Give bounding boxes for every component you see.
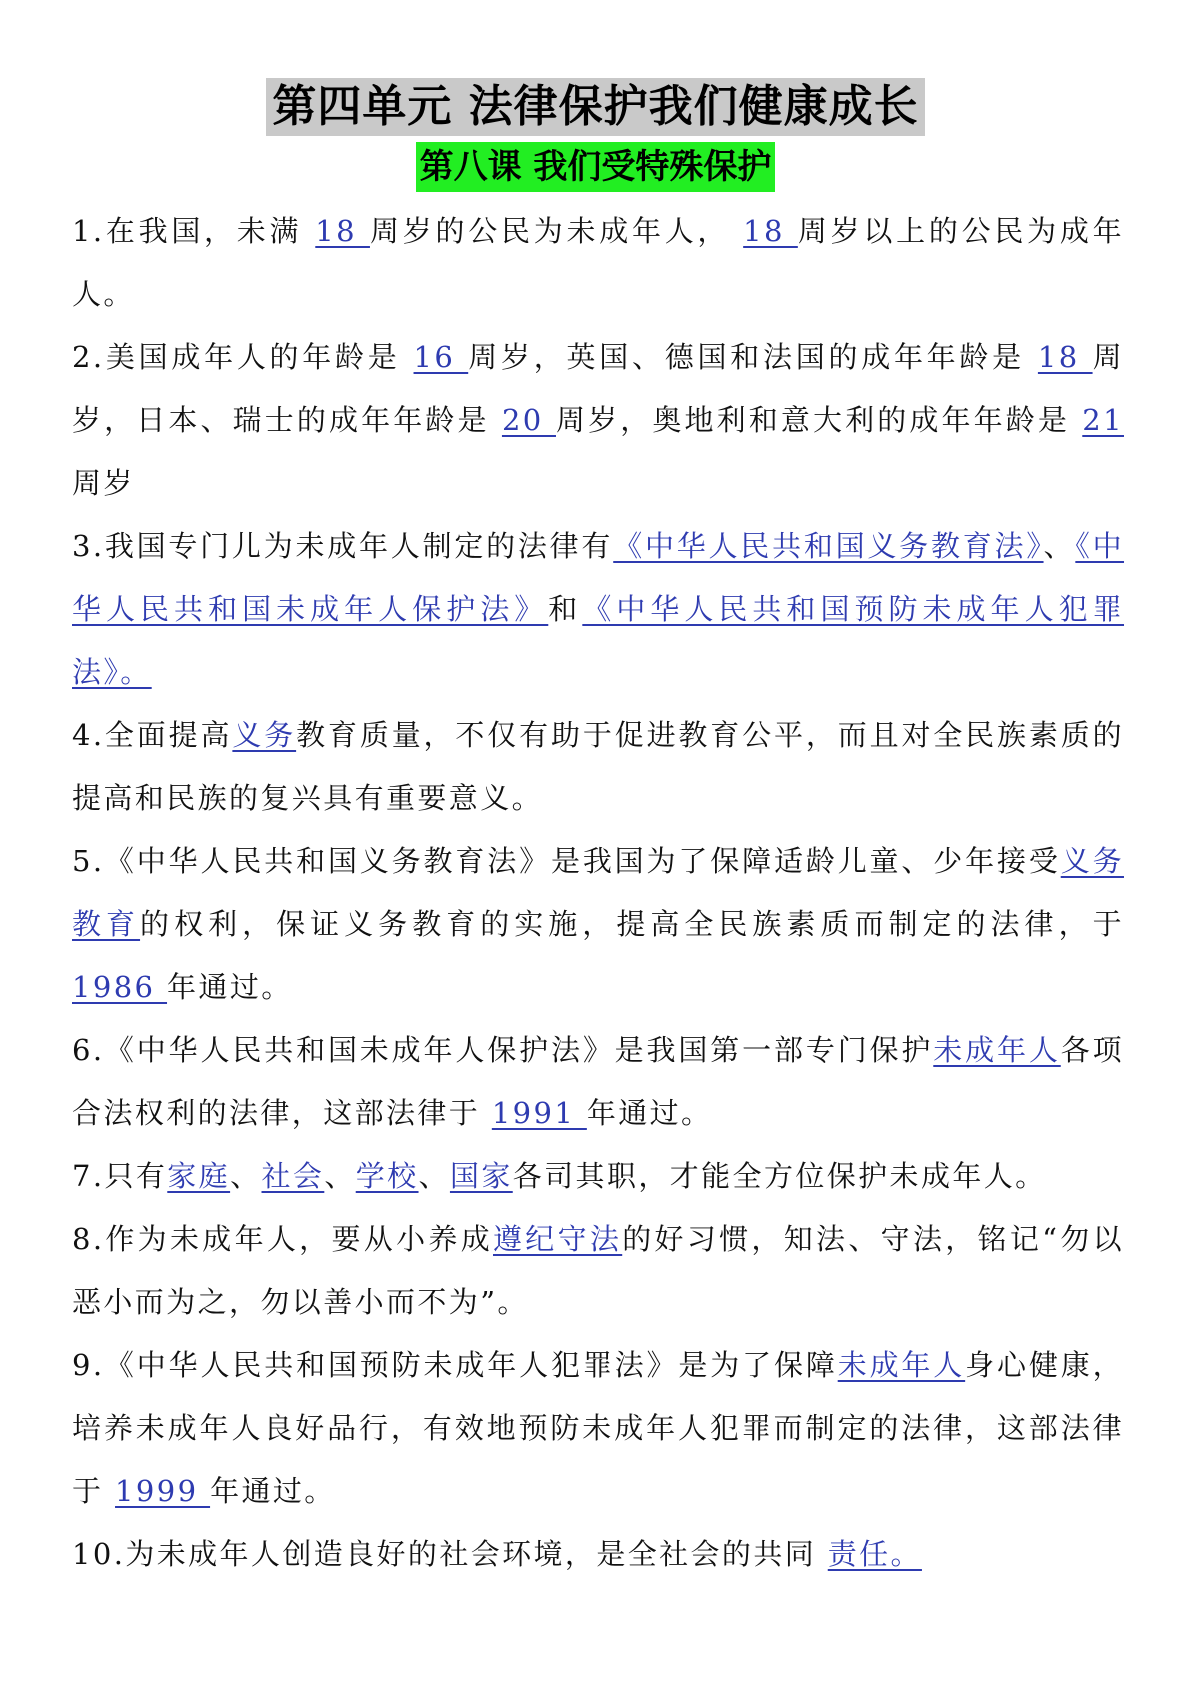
point-text: 的好习惯，知法、守法，铭记“勿以恶小而为之，勿以善小而不为”。 (72, 1222, 1124, 1319)
point-text: 周岁，日本、瑞士的成年年龄是 (72, 340, 1124, 437)
point-text: 周岁，英国、德国和法国的成年年龄是 (468, 340, 1038, 374)
point-text: 9.《中华人民共和国预防未成年人犯罪法》是为了保障 (72, 1348, 838, 1382)
point-answer: 18 (1037, 340, 1093, 374)
point-text: 各项合法权利的法律，这部法律于 (72, 1033, 1124, 1130)
point-answer: 《中华人民共和国预防未成年人犯罪法》。 (72, 592, 1125, 689)
point-text: 年通过。 (167, 970, 293, 1004)
unit-title: 第四单元 法律保护我们健康成长 (266, 78, 924, 136)
point-text: 、 (1043, 529, 1076, 563)
point-answer: 20 (501, 403, 556, 437)
point-answer: 学校 (355, 1159, 419, 1193)
point-answer: 国家 (449, 1159, 513, 1193)
point-answer: 1986 (72, 970, 168, 1004)
point-text: 5.《中华人民共和国义务教育法》是我国为了保障适龄儿童、少年接受 (72, 844, 1061, 878)
point-answer: 义务教育 (72, 844, 1124, 941)
point-text: 年通过。 (586, 1096, 713, 1130)
point-text: 周岁，奥地利和意大利的成年年龄是 (555, 403, 1083, 437)
point-text: 1.在我国，未满 (72, 214, 316, 248)
point-answer: 16 (413, 340, 469, 374)
knowledge-point-5 (72, 830, 1124, 1019)
point-text: 周岁的公民为未成年人， (369, 214, 744, 248)
lesson-title-wrap (0, 142, 1191, 192)
point-text: 2.美国成年人的年龄是 (72, 340, 414, 374)
unit-title-wrap (0, 78, 1191, 136)
knowledge-point-10 (72, 1523, 1124, 1586)
point-text: 3.我国专门儿为未成年人制定的法律有 (72, 529, 614, 563)
point-text: 的权利，保证义务教育的实施，提高全民族素质而制定的法律，于 (140, 907, 1124, 941)
point-answer: 1999 (115, 1474, 211, 1508)
point-answer: 《中华人民共和国未成年人保护法》 (72, 529, 1125, 626)
point-text: 4.全面提高 (72, 718, 233, 752)
knowledge-point-9 (72, 1334, 1124, 1523)
point-text: 、 (230, 1159, 262, 1193)
knowledge-point-1 (72, 200, 1124, 326)
point-text: 各司其职，才能全方位保护未成年人。 (512, 1159, 1047, 1193)
point-answer: 家庭 (167, 1159, 231, 1193)
point-answer: 遵纪守法 (493, 1222, 623, 1256)
point-text: 身心健康，培养未成年人良好品行，有效地预防未成年人犯罪而制定的法律，这部法律于 (72, 1348, 1124, 1508)
point-answer: 1991 (491, 1096, 587, 1130)
point-answer: 未成年人 (837, 1348, 966, 1382)
point-text: 和 (548, 592, 583, 626)
point-text: 、 (324, 1159, 356, 1193)
point-answer: 18 (743, 214, 798, 248)
point-text: 周岁 (72, 466, 135, 500)
knowledge-point-2 (72, 326, 1124, 515)
knowledge-point-list (72, 200, 1124, 1586)
point-answer: 责任。 (827, 1537, 922, 1571)
knowledge-point-7 (72, 1145, 1124, 1208)
point-answer: 未成年人 (933, 1033, 1061, 1067)
point-text: 、 (418, 1159, 450, 1193)
point-answer: 21 (1082, 403, 1124, 437)
knowledge-point-4 (72, 704, 1124, 830)
knowledge-point-8 (72, 1208, 1124, 1334)
lesson-title: 第八课 我们受特殊保护 (416, 142, 776, 192)
point-text: 10.为未成年人创造良好的社会环境，是全社会的共同 (72, 1537, 828, 1571)
knowledge-point-6 (72, 1019, 1124, 1145)
point-text: 教育质量，不仅有助于促进教育公平，而且对全民族素质的提高和民族的复兴具有重要意义。 (72, 718, 1124, 815)
point-text: 周岁以上的公民为成年人。 (72, 214, 1124, 311)
point-answer: 社会 (261, 1159, 325, 1193)
point-answer: 《中华人民共和国义务教育法》 (613, 529, 1044, 563)
point-answer: 义务 (232, 718, 297, 752)
point-text: 7.只有 (72, 1159, 168, 1193)
point-text: 6.《中华人民共和国未成年人保护法》是我国第一部专门保护 (72, 1033, 934, 1067)
point-text: 8.作为未成年人，要从小养成 (72, 1222, 493, 1256)
point-text: 年通过。 (210, 1474, 336, 1508)
knowledge-point-3 (72, 515, 1124, 704)
point-answer: 18 (315, 214, 370, 248)
